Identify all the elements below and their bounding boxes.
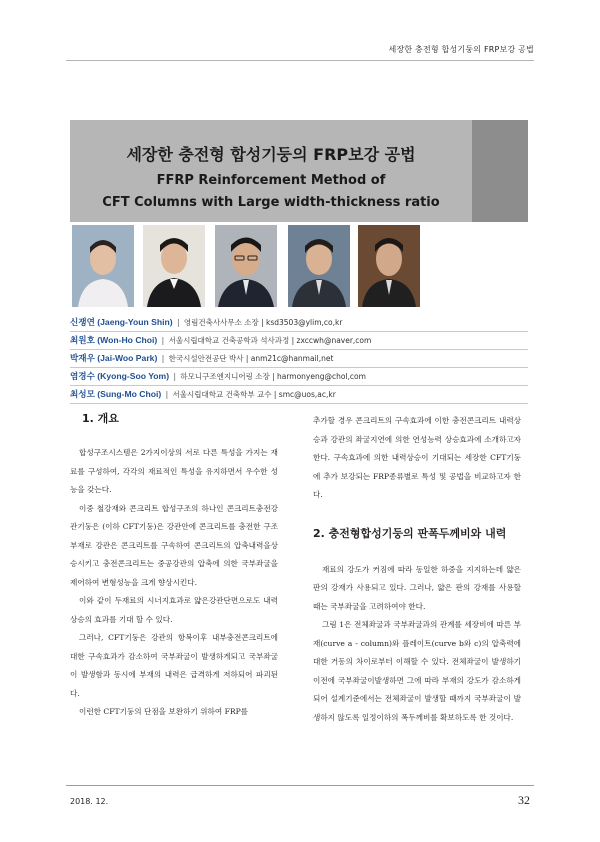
article-title-english-line2: CFT Columns with Large width-thickness ratio [102,195,440,210]
body-paragraph: 그림 1은 전체좌굴과 국부좌굴과의 관계를 세장비에 따른 부재(curve a - column)와 플레이트(curve b와 c)의 압축력에 대한 거동의 차이로부터 이해할 수 있다. 전체좌굴이 발생하기 이전에 국부좌굴이발생하면 그에 따라 부재의 강도가 감소하게 되어 설계기준에서는 전체좌굴이 발생할 때까지 국부좌굴이 발생하지 않도록 일정이하의 폭두께비를 확보하도록 한 것이다. [313,620,521,722]
author-name: 최성모 (Sung-Mo Choi) [70,389,162,399]
author-row: 염경수 (Kyong-Soo Yom) | 하모니구조엔지니어링 소장 | harmonyeng@chol,com [70,368,528,386]
body-paragraph: 재료의 강도가 커짐에 따라 동일한 하중을 지지하는데 얇은 판의 강재가 사용되고 있다. 그러나, 얇은 판의 강재를 사용할 때는 국부좌굴을 고려하여야 한다. [313,564,521,611]
author-photo-1 [72,225,134,307]
body-paragraph: 이와 같이 두재료의 시너지효과로 얇은강관단면으로도 내력상승의 효과를 기대 할 수 있다. [70,596,278,624]
body-paragraph: 그러나, CFT기둥은 강관의 항복이후 내부충전콘크리트에 대한 구속효과가 감소하여 국부좌굴이 발생하게되고 국부좌굴이 발생함과 동시에 부재의 내력은 급격하게 저하되어 파괴된다. [70,633,278,698]
title-banner-accent [472,120,528,222]
author-affiliation: 서울시립대학교 건축학부 교수 | smc@uos,ac,kr [172,390,336,399]
body-paragraph: 합성구조시스템은 2가지이상의 서로 다른 특성을 가지는 재료를 구성하여, 각각의 재료적인 특성을 유지하면서 우수한 성능을 갖는다. [70,448,278,494]
author-name: 최원호 (Won-Ho Choi) [70,335,158,345]
author-name: 염경수 (Kyong-Soo Yom) [70,371,170,381]
author-name: 신쟁연 (Jaeng-Youn Shin) [70,317,173,327]
author-list [70,314,528,404]
footer-rule [66,785,534,786]
author-row: 최성모 (Sung-Mo Choi) | 서울시립대학교 건축학부 교수 | smc@uos,ac,kr [70,386,528,404]
author-affiliation: 하모니구조엔지니어링 소장 | harmonyeng@chol,com [180,372,366,381]
right-column [313,412,521,727]
author-row: 최원호 (Won-Ho Choi) | 서울시립대학교 건축공학과 석사과정 | zxccwh@naver,com [70,332,528,350]
section-2-heading: 2. 충전형합성기둥의 판폭두께비와 내력 [313,526,507,540]
author-affiliation: 영림건축사사무소 소장 | ksd3503@ylim,co,kr [183,318,343,327]
page-number: 32 [518,793,530,807]
issue-date: 2018. 12. [70,797,109,806]
author-affiliation: 한국시설안전공단 박사 | anm21c@hanmail,net [168,354,334,363]
author-photo-2 [143,225,205,307]
header-rule [66,60,534,61]
body-paragraph: 이런한 CFT기둥의 단점을 보완하기 위하여 FRP를 [79,707,249,716]
left-column [70,410,278,722]
author-row: 박재우 (Jai-Woo Park) | 한국시설안전공단 박사 | anm21c@hanmail,net [70,350,528,368]
running-head: 세장한 충전형 합성기둥의 FRP보강 공법 [388,45,534,54]
author-photo-3 [215,225,277,307]
article-title-english [70,170,472,214]
author-affiliation: 서울시립대학교 건축공학과 석사과정 | zxccwh@naver,com [168,336,372,345]
body-paragraph: 이중 철강재와 콘크리트 합성구조의 하나인 콘크리트충전강관기둥은 (이하 CFT기둥)은 강관안에 콘크리트를 충전한 구조부재로 강관은 콘크리트를 구속하여 콘크리트의 압축내력을상승시키고 충전콘크리트는 중공강관의 압축에 의한 국부좌굴을 제어하여 변형성능을 크게 향상시킨다. [70,503,278,587]
body-paragraph: 추가할 경우 콘크리트의 구속효과에 이한 충전콘크리트 내력상승과 강관의 좌굴지연에 의한 연성능력 상승효과에 소개하고자 한다. 구속효과에 의한 내력상승이 기대되는 세장한 CFT기둥에 추가 보강되는 FRP종류별로 특성 및 공법을 비교하고자 한다. [313,416,521,499]
section-1-heading: 1. 개요 [82,412,119,425]
author-name: 박재우 (Jai-Woo Park) [70,353,158,363]
author-photo-5 [358,225,420,307]
author-row: 신쟁연 (Jaeng-Youn Shin) | 영림건축사사무소 소장 | ksd3503@ylim,co,kr [70,314,528,332]
author-photo-4 [288,225,350,307]
article-title-korean: 세장한 충전형 합성기둥의 FRP보강 공법 [126,145,416,164]
article-title-english-line1: FFRP Reinforcement Method of [156,173,386,188]
